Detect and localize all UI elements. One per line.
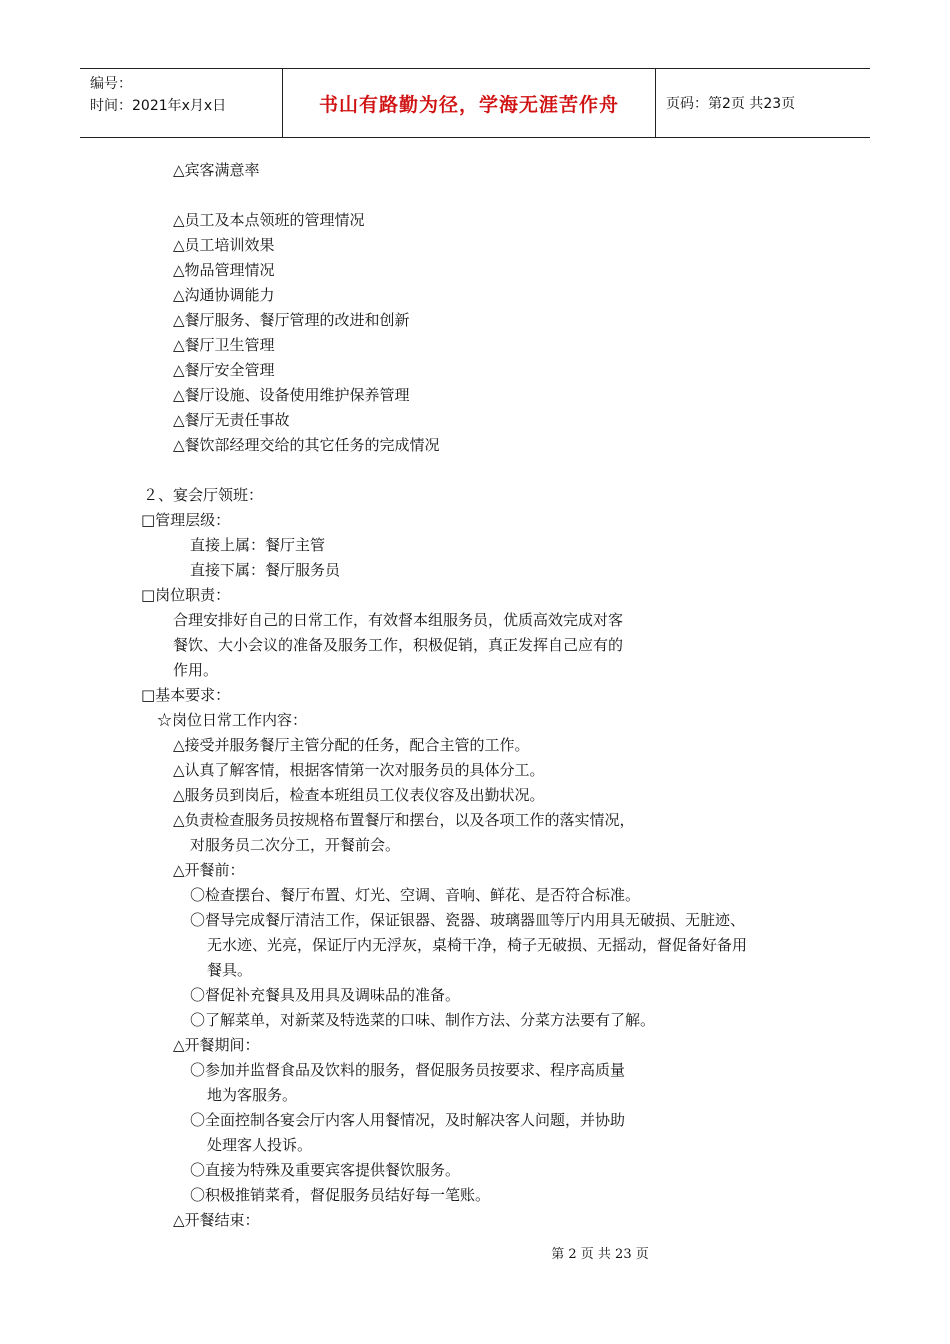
page-footer: 第 2 页 共 23 页 [551, 1247, 649, 1262]
text-line: △餐厅安全管理 [173, 361, 275, 379]
text-line: △物品管理情况 [173, 261, 275, 279]
text-line: △开餐前： [173, 861, 245, 879]
text-line: 〇积极推销菜肴，督促服务员结好每一笔账。 [190, 1186, 491, 1204]
text-line: △开餐期间： [173, 1036, 260, 1054]
text-line: 餐饮、大小会议的准备及服务工作，积极促销，真正发挥自己应有的 [173, 636, 624, 654]
text-line: △开餐结束： [173, 1211, 260, 1229]
text-line: △宾客满意率 [173, 161, 260, 179]
text-line: 〇督促补充餐具及用具及调味品的准备。 [190, 986, 461, 1004]
header-page-info: 页码：第2页 共23页 [666, 96, 796, 112]
text-line: 〇直接为特殊及重要宾客提供餐饮服务。 [190, 1161, 461, 1179]
text-line: △餐厅无责任事故 [173, 411, 290, 429]
text-line: △员工及本点领班的管理情况 [173, 211, 365, 229]
subsection-heading: □岗位职责： [141, 586, 231, 604]
text-line: 地为客服务。 [207, 1086, 298, 1104]
text-line: △接受并服务餐厅主管分配的任务，配合主管的工作。 [173, 736, 530, 754]
text-line: 〇全面控制各宴会厅内客人用餐情况，及时解决客人问题，并协助 [190, 1111, 626, 1129]
text-line: 直接上属：餐厅主管 [190, 536, 326, 554]
text-line: △服务员到岗后，检查本班组员工仪表仪容及出勤状况。 [173, 786, 545, 804]
text-line: 直接下属：餐厅服务员 [190, 561, 341, 579]
text-line: 合理安排好自己的日常工作，有效督本组服务员，优质高效完成对客 [173, 611, 624, 629]
section-heading: ２、宴会厅领班： [143, 486, 264, 504]
header-meta [80, 69, 283, 137]
text-line: 〇了解菜单，对新菜及特选菜的口味、制作方法、分菜方法要有了解。 [190, 1011, 656, 1029]
text-line: 〇参加并监督食品及饮料的服务，督促服务员按要求、程序高质量 [190, 1061, 626, 1079]
text-line: △负责检查服务员按规格布置餐厅和摆台，以及各项工作的落实情况， [173, 811, 635, 829]
text-line: △沟通协调能力 [173, 286, 275, 304]
subsection-heading: □管理层级： [141, 511, 231, 529]
text-line: 处理客人投诉。 [207, 1136, 313, 1154]
subsection-heading: □基本要求： [141, 686, 231, 704]
text-line: 〇督导完成餐厅清洁工作，保证银器、瓷器、玻璃器皿等厅内用具无破损、无脏迹、 [190, 911, 746, 929]
text-line: △餐饮部经理交给的其它任务的完成情况 [173, 436, 440, 454]
text-line: △员工培训效果 [173, 236, 275, 254]
text-line: △认真了解客情，根据客情第一次对服务员的具体分工。 [173, 761, 545, 779]
header-motto: 书山有路勤为径，学海无涯苦作舟 [283, 69, 656, 137]
number-label: 编号： [90, 76, 132, 92]
text-line: 〇检查摆台、餐厅布置、灯光、空调、音响、鲜花、是否符合标准。 [190, 886, 641, 904]
date-line: 时间：2021年x月x日 [90, 98, 227, 114]
text-line: 无水迹、光亮，保证厅内无浮灰，桌椅干净，椅子无破损、无摇动，督促备好备用 [207, 936, 748, 954]
text-line: △餐厅卫生管理 [173, 336, 275, 354]
page-header [80, 68, 870, 138]
text-line: △餐厅设施、设备使用维护保养管理 [173, 386, 410, 404]
text-line: 餐具。 [207, 961, 253, 979]
subsection-heading: ☆岗位日常工作内容： [157, 711, 308, 729]
text-line: 对服务员二次分工，开餐前会。 [190, 836, 401, 854]
text-line: 作用。 [173, 661, 219, 679]
text-line: △餐厅服务、餐厅管理的改进和创新 [173, 311, 410, 329]
